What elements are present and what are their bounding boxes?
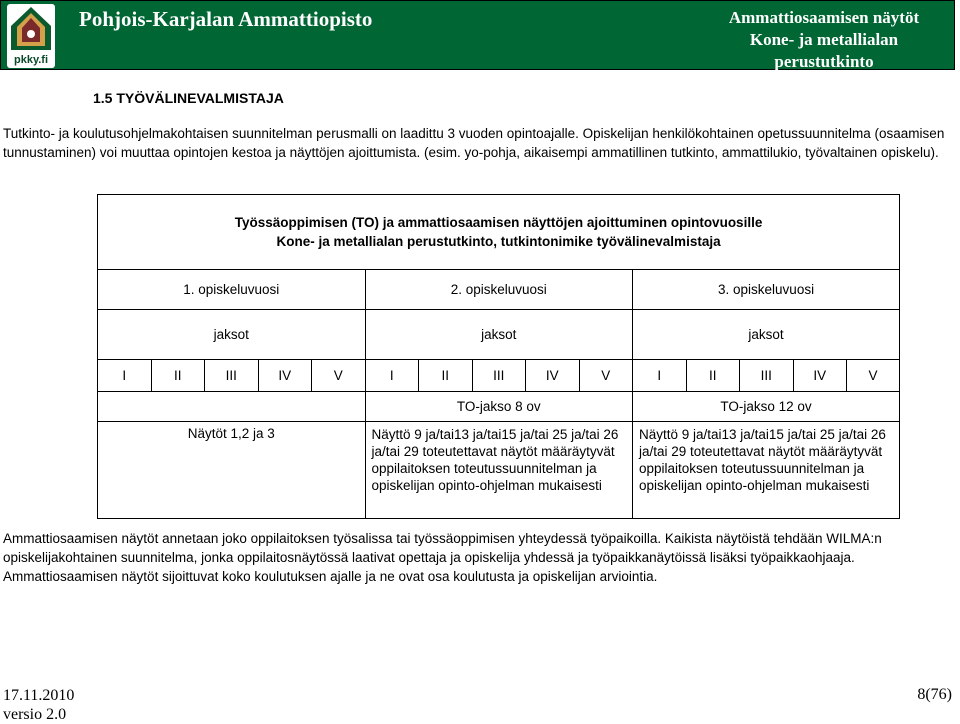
period-cell: III: [472, 360, 526, 392]
year-2-header: 2. opiskeluvuosi: [365, 270, 633, 310]
closing-text-part1: Ammattiosaamisen näytöt annetaan joko oppilaitoksen työsalissa tai työssäoppimisen yhteydessä työpaikoilla. Kaikista näytöistä tehdään WILMA:n opiskelijakohtainen suunnitelma, jonka oppilaitosnäytössä laativat opettaja ja opiskelija yhdessä ja työpaikkanäytöissä lisäksi työpaikkaohjaaja.: [3, 531, 882, 565]
doc-title-line2: Kone- ja metallialan: [749, 30, 899, 49]
period-cell: II: [686, 360, 740, 392]
period-cell: IV: [258, 360, 312, 392]
period-cell: I: [98, 360, 152, 392]
period-cell: V: [312, 360, 366, 392]
year-3-header: 3. opiskeluvuosi: [633, 270, 900, 310]
school-name: Pohjois-Karjalan Ammattiopisto: [79, 7, 373, 31]
period-cell: I: [633, 360, 687, 392]
page-footer-left: [3, 686, 74, 724]
period-cell: III: [740, 360, 794, 392]
period-cell: IV: [526, 360, 580, 392]
period-cell: II: [151, 360, 205, 392]
to-jakso-year-3: TO-jakso 12 ov: [633, 392, 900, 422]
page-number: 8(76): [917, 686, 952, 703]
year-3-jaksot: jaksot: [633, 310, 900, 360]
naytot-year-1: Näytöt 1,2 ja 3: [98, 422, 366, 519]
footer-date: 17.11.2010: [3, 687, 75, 704]
logo-text: pkky.fi: [13, 54, 49, 66]
school-logo: [7, 4, 55, 68]
naytot-year-2: Näyttö 9 ja/tai13 ja/tai15 ja/tai 25 ja/tai 26 ja/tai 29 toteutettavat näytöt määräytyvät oppilaitoksen toteutussuunnitelman ja opiskelijan opinto-ohjelman mukaisesti: [365, 422, 633, 519]
section-title: 1.5 TYÖVÄLINEVALMISTAJA: [93, 90, 284, 106]
period-cell: I: [365, 360, 419, 392]
table-title: [98, 195, 900, 270]
to-year-1-empty: [98, 392, 366, 422]
period-cell: II: [419, 360, 473, 392]
intro-paragraph: Tutkinto- ja koulutusohjelmakohtaisen suunnitelman perusmalli on laadittu 3 vuoden opintoajalle. Opiskelijan henkilökohtainen opetussuunnitelma (osaamisen tunnustaminen) voi muuttaa opintojen kestoa ja näyttöjen ajoittumista. (esim. yo-pohja, aikaisempi ammatillinen tutkinto, ammattilukio, työvaltainen opiskelu).: [3, 126, 945, 160]
naytot-year-3: Näyttö 9 ja/tai13 ja/tai15 ja/tai 25 ja/tai 26 ja/tai 29 toteutettavat näytöt määräytyvät oppilaitoksen toteutussuunnitelman ja opiskelijan opinto-ohjelman mukaisesti: [633, 422, 900, 519]
year-1-jaksot: jaksot: [98, 310, 366, 360]
page-header: [0, 0, 955, 70]
footer-version: versio 2.0: [3, 706, 67, 723]
period-cell: IV: [793, 360, 847, 392]
closing-text-part2: Ammattiosaamisen näytöt sijoittuvat koko koulutuksen ajalle ja ne ovat osa koulutusta ja opiskelijan arviointia.: [3, 569, 658, 584]
house-emblem-icon: [7, 4, 55, 54]
year-1-header: 1. opiskeluvuosi: [98, 270, 366, 310]
period-cell: III: [205, 360, 259, 392]
table-title-line1: Työssäoppimisen (TO) ja ammattiosaamisen näyttöjen ajoittuminen opintovuosille: [234, 215, 763, 230]
closing-paragraph: [3, 529, 958, 586]
doc-title-line1: Ammattiosaamisen näytöt: [728, 8, 920, 27]
year-2-jaksot: jaksot: [365, 310, 633, 360]
doc-title-line3: perustutkinto: [774, 52, 874, 71]
period-cell: V: [847, 360, 900, 392]
schedule-table: [97, 194, 900, 519]
document-title: [704, 7, 944, 73]
to-jakso-year-2: TO-jakso 8 ov: [365, 392, 633, 422]
table-title-line2: Kone- ja metallialan perustutkinto, tutkintonimike työvälinevalmistaja: [276, 234, 721, 249]
period-cell: V: [579, 360, 633, 392]
